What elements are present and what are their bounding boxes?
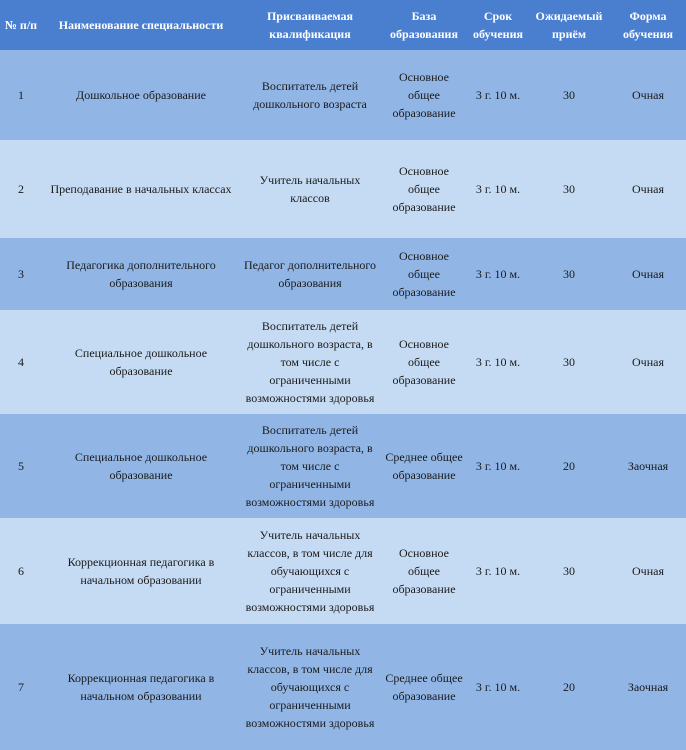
specialty-name: Педагогика дополнительного образования	[42, 238, 240, 310]
education-base: Основное общее образование	[380, 310, 468, 414]
study-form: Заочная	[610, 414, 686, 518]
study-form: Очная	[610, 518, 686, 624]
study-term: 3 г. 10 м.	[468, 238, 528, 310]
row-number: 3	[0, 238, 42, 310]
education-base: Основное общее образование	[380, 140, 468, 238]
study-form: Заочная	[610, 624, 686, 750]
expected-intake: 30	[528, 50, 610, 140]
specialty-name: Коррекционная педагогика в начальном образовании	[42, 518, 240, 624]
table-row	[0, 414, 686, 518]
expected-intake: 30	[528, 518, 610, 624]
qualification: Учитель начальных классов, в том числе для обучающихся с ограниченными возможностями здоровья	[240, 624, 380, 750]
table-row	[0, 140, 686, 238]
row-number: 7	[0, 624, 42, 750]
education-base: Среднее общее образование	[380, 624, 468, 750]
qualification: Учитель начальных классов, в том числе для обучающихся с ограниченными возможностями здоровья	[240, 518, 380, 624]
qualification: Учитель начальных классов	[240, 140, 380, 238]
specialty-name: Дошкольное образование	[42, 50, 240, 140]
study-term: 3 г. 10 м.	[468, 624, 528, 750]
qualification: Воспитатель детей дошкольного возраста, в том числе с ограниченными возможностями здоровья	[240, 414, 380, 518]
qualification: Воспитатель детей дошкольного возраста, в том числе с ограниченными возможностями здоровья	[240, 310, 380, 414]
expected-intake: 20	[528, 624, 610, 750]
expected-intake: 20	[528, 414, 610, 518]
study-term: 3 г. 10 м.	[468, 50, 528, 140]
education-base: Среднее общее образование	[380, 414, 468, 518]
row-number: 4	[0, 310, 42, 414]
row-number: 1	[0, 50, 42, 140]
study-form: Очная	[610, 310, 686, 414]
education-base: Основное общее образование	[380, 50, 468, 140]
row-number: 6	[0, 518, 42, 624]
header-intake: Ожидаемый приём	[528, 0, 610, 50]
table-row	[0, 238, 686, 310]
study-term: 3 г. 10 м.	[468, 140, 528, 238]
table-row	[0, 50, 686, 140]
row-number: 5	[0, 414, 42, 518]
education-base: Основное общее образование	[380, 518, 468, 624]
table-row	[0, 310, 686, 414]
table-row	[0, 518, 686, 624]
header-row	[0, 0, 686, 50]
study-term: 3 г. 10 м.	[468, 414, 528, 518]
specialty-name: Коррекционная педагогика в начальном образовании	[42, 624, 240, 750]
study-form: Очная	[610, 238, 686, 310]
qualification: Воспитатель детей дошкольного возраста	[240, 50, 380, 140]
header-specialty: Наименование специальности	[42, 0, 240, 50]
education-base: Основное общее образование	[380, 238, 468, 310]
study-term: 3 г. 10 м.	[468, 518, 528, 624]
specialty-name: Специальное дошкольное образование	[42, 310, 240, 414]
study-form: Очная	[610, 50, 686, 140]
qualification: Педагог дополнительного образования	[240, 238, 380, 310]
header-number: № п/п	[0, 0, 42, 50]
header-form: Форма обучения	[610, 0, 686, 50]
expected-intake: 30	[528, 140, 610, 238]
row-number: 2	[0, 140, 42, 238]
header-term: Срок обучения	[468, 0, 528, 50]
study-term: 3 г. 10 м.	[468, 310, 528, 414]
header-base: База образования	[380, 0, 468, 50]
expected-intake: 30	[528, 310, 610, 414]
expected-intake: 30	[528, 238, 610, 310]
specialty-name: Преподавание в начальных классах	[42, 140, 240, 238]
header-qualification: Присваиваемая квалификация	[240, 0, 380, 50]
study-form: Очная	[610, 140, 686, 238]
table-row	[0, 624, 686, 750]
specialty-name: Специальное дошкольное образование	[42, 414, 240, 518]
